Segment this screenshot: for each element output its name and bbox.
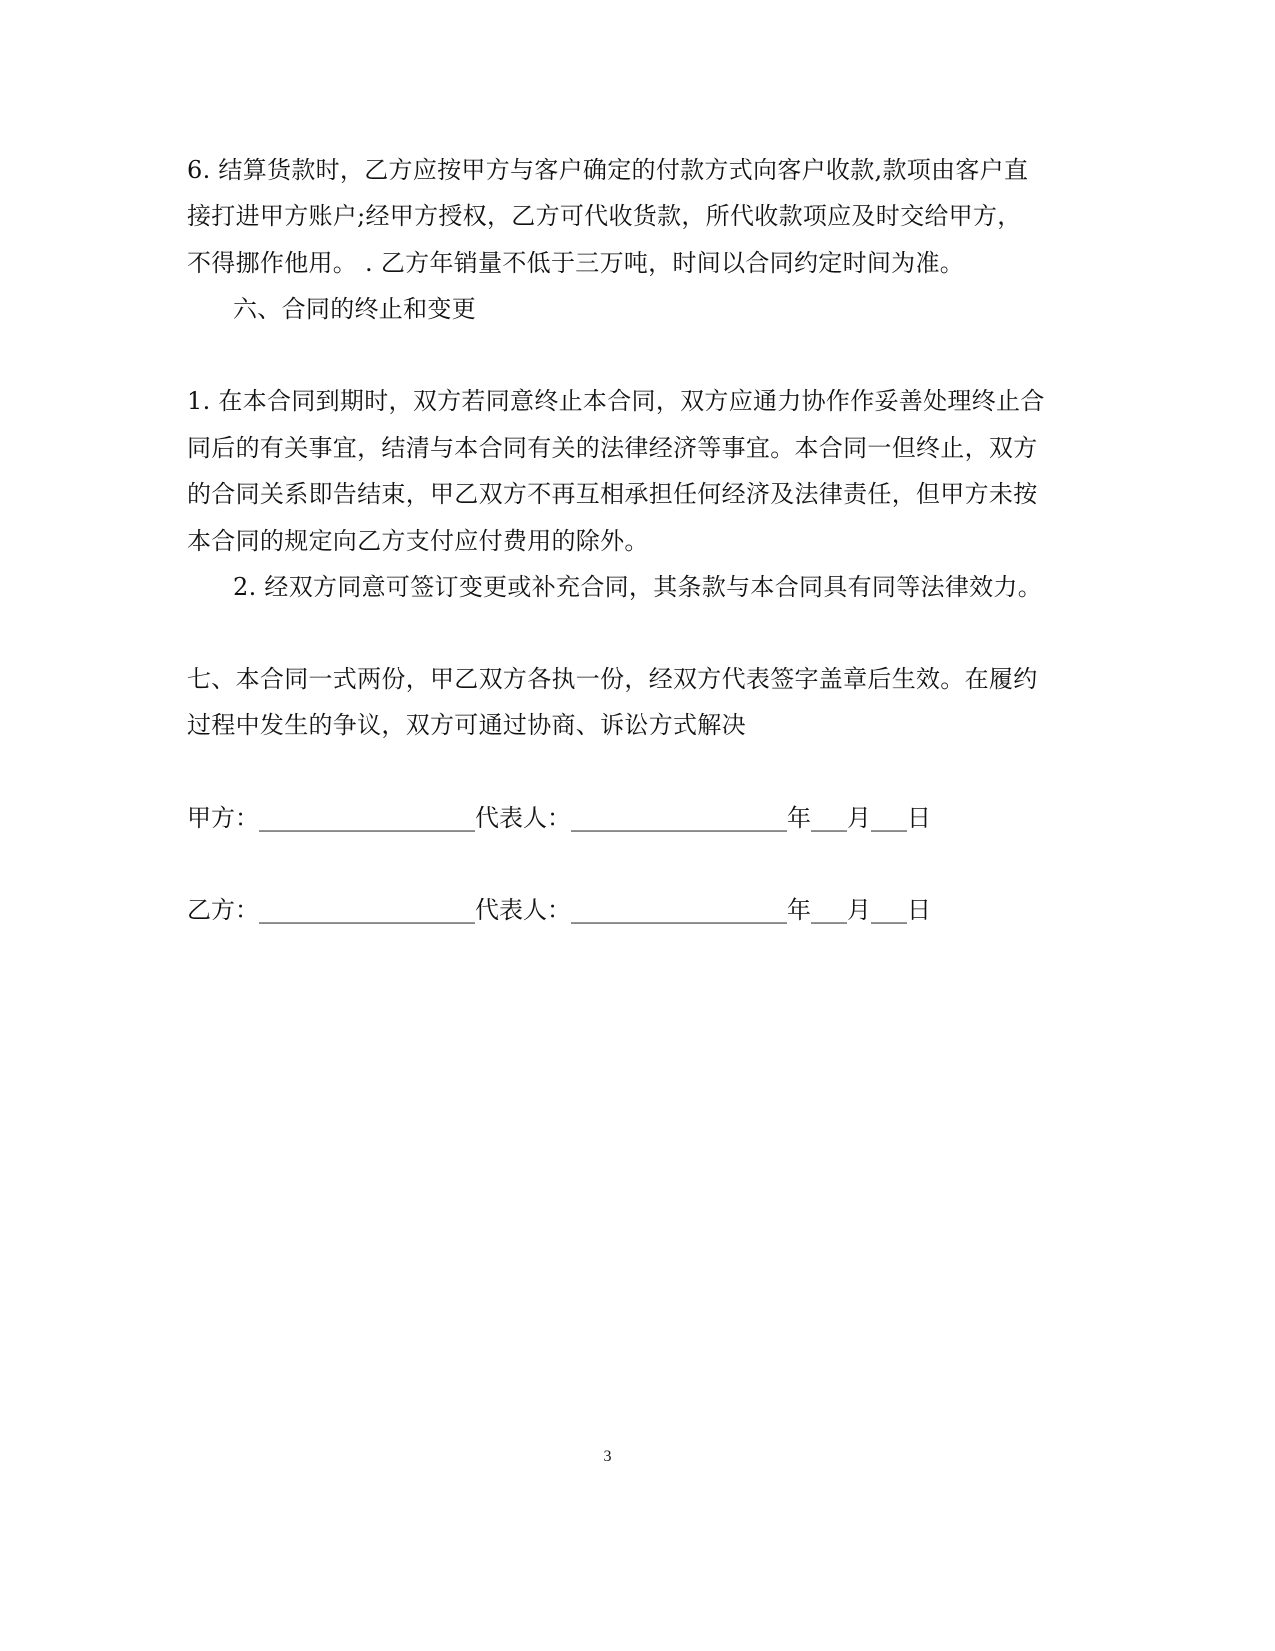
section7-line2: 过程中发生的争议，双方可通过协商、诉讼方式解决 <box>187 711 746 739</box>
signature-party-a: 甲方：__________________代表人：__________________年___月___日 <box>187 804 931 832</box>
section6-heading: 六、合同的终止和变更 <box>233 295 476 323</box>
section6-item1-line2: 同后的有关事宜，结清与本合同有关的法律经济等事宜。本合同一但终止，双方 <box>187 434 1038 462</box>
section6-item1-line4: 本合同的规定向乙方支付应付费用的除外。 <box>187 527 649 555</box>
section7-line1: 七、本合同一式两份，甲乙双方各执一份，经双方代表签字盖章后生效。在履约 <box>187 665 1038 693</box>
section6-item2: 2. 经双方同意可签订变更或补充合同，其条款与本合同具有同等法律效力。 <box>233 573 1043 601</box>
page-number: 3 <box>603 1448 612 1465</box>
section5-item6-line3: 不得挪作他用。 . 乙方年销量不低于三万吨，时间以合同约定时间为准。 <box>187 249 965 277</box>
signature-party-b: 乙方：__________________代表人：__________________年___月___日 <box>187 896 931 924</box>
section6-item1-line3: 的合同关系即告结束，甲乙双方不再互相承担任何经济及法律责任，但甲方未按 <box>187 480 1038 508</box>
section5-item6-line1: 6. 结算货款时，乙方应按甲方与客户确定的付款方式向客户收款,款项由客户直 <box>187 156 1029 184</box>
section6-item1-line1: 1. 在本合同到期时，双方若同意终止本合同，双方应通力协作作妥善处理终止合 <box>187 387 1045 415</box>
section5-item6-line2: 接打进甲方账户;经甲方授权，乙方可代收货款，所代收款项应及时交给甲方， <box>187 202 1022 230</box>
